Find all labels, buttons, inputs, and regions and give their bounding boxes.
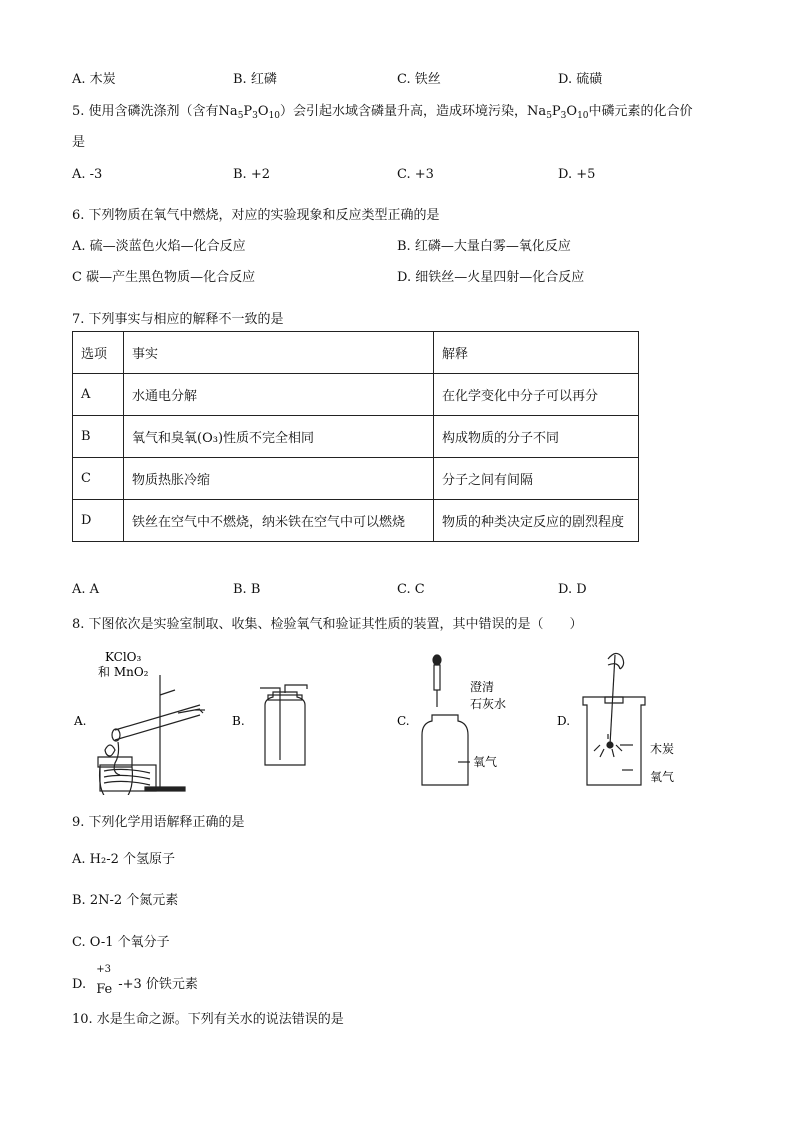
cell-option: D: [73, 500, 124, 542]
cell-fact: 物质热胀冷缩: [124, 458, 434, 500]
apparatus-c-dropper: [422, 655, 468, 785]
q5-formula-2: $Na_5P_3O_{10}$: [527, 104, 589, 121]
cell-explanation: 构成物质的分子不同: [434, 416, 639, 458]
apparatus-b-bottle: [260, 685, 307, 765]
q10-stem: 10. 水是生命之源。下列有关水的说法错误的是: [72, 1012, 344, 1027]
q9-option-b: B. 2N-2 个氮元素: [72, 893, 179, 908]
q7-option-b: B. B: [233, 582, 261, 597]
q4-option-a: A. 木炭: [72, 72, 116, 87]
table-header-row: [73, 332, 639, 374]
q7-table: [72, 331, 639, 542]
label-oxygen-d: 氧气: [650, 770, 675, 784]
q6-stem: 6. 下列物质在氧气中燃烧，对应的实验现象和反应类型正确的是: [72, 208, 440, 223]
q9-option-c: C. O-1 个氧分子: [72, 935, 170, 950]
header-option: 选项: [73, 332, 124, 374]
q8-stem: 8. 下图依次是实验室制取、收集、检验氧气和验证其性质的装置，其中错误的是（ ）: [72, 617, 583, 632]
label-mno2: 和 MnO₂: [98, 665, 149, 679]
label-d: D.: [557, 714, 571, 728]
cell-explanation: 物质的种类决定反应的剧烈程度: [434, 500, 639, 542]
cell-fact: 氧气和臭氧(O₃)性质不完全相同: [124, 416, 434, 458]
q9-stem: 9. 下列化学用语解释正确的是: [72, 815, 245, 830]
apparatus-a-heating: [98, 675, 205, 795]
q6-option-d: D. 细铁丝—火星四射—化合反应: [397, 270, 585, 285]
q6-option-c: C 碳—产生黑色物质—化合反应: [72, 270, 256, 285]
q6-option-a: A. 硫—淡蓝色火焰—化合反应: [72, 239, 246, 254]
q8-apparatus-figure: [60, 645, 700, 795]
q9-option-a: A. H₂-2 个氢原子: [72, 852, 175, 867]
label-oxygen-c: 氧气: [473, 755, 498, 769]
q5-option-a: A. -3: [72, 167, 103, 182]
cell-explanation: 在化学变化中分子可以再分: [434, 374, 639, 416]
apparatus-d-combustion: [583, 653, 645, 785]
label-charcoal: 木炭: [650, 742, 675, 756]
table-row: [73, 416, 639, 458]
cell-fact: 铁丝在空气中不燃烧，纳米铁在空气中可以燃烧: [124, 500, 434, 542]
valence-superscript: +3: [96, 964, 111, 975]
table-row: [73, 500, 639, 542]
label-kclo3: KClO₃: [105, 650, 142, 664]
cell-option: C: [73, 458, 124, 500]
label-b: B.: [232, 714, 245, 728]
header-explanation: 解释: [434, 332, 639, 374]
label-limewater-1: 澄清: [470, 680, 495, 694]
iron-symbol: Fe: [96, 982, 113, 997]
q4-option-b: B. 红磷: [233, 72, 277, 87]
header-fact: 事实: [124, 332, 434, 374]
q5-formula-1: $Na_5P_3O_{10}$: [218, 104, 281, 121]
q6-option-b: B. 红磷—大量白雾—氧化反应: [397, 239, 571, 254]
cell-option: A: [73, 374, 124, 416]
q7-stem: 7. 下列事实与相应的解释不一致的是: [72, 312, 284, 327]
table-row: [73, 458, 639, 500]
cell-option: B: [73, 416, 124, 458]
q4-option-c: C. 铁丝: [397, 72, 441, 87]
q7-option-a: A. A: [72, 582, 100, 597]
q7-option-c: C. C: [397, 582, 425, 597]
q5-option-d: D. +5: [558, 167, 596, 182]
q5-option-b: B. +2: [233, 167, 270, 182]
q5-option-c: C. +3: [397, 167, 434, 182]
q7-option-d: D. D: [558, 582, 587, 597]
q5-stem: 5. 使用含磷洗涤剂（含有$Na_5P_3O_{10}$）会引起水域含磷量升高，造成环境污染，$Na_5P_3O_{10}$中磷元素的化合价: [72, 104, 693, 121]
label-c: C.: [397, 714, 410, 728]
label-a: A.: [74, 714, 87, 728]
table-row: [73, 374, 639, 416]
q5-stem-line2: 是: [72, 135, 86, 150]
label-limewater-2: 石灰水: [470, 697, 507, 711]
cell-fact: 水通电分解: [124, 374, 434, 416]
q9-option-d: D. +3 Fe -+3 价铁元素: [72, 964, 198, 997]
cell-explanation: 分子之间有间隔: [434, 458, 639, 500]
q4-option-d: D. 硫磺: [558, 72, 603, 87]
